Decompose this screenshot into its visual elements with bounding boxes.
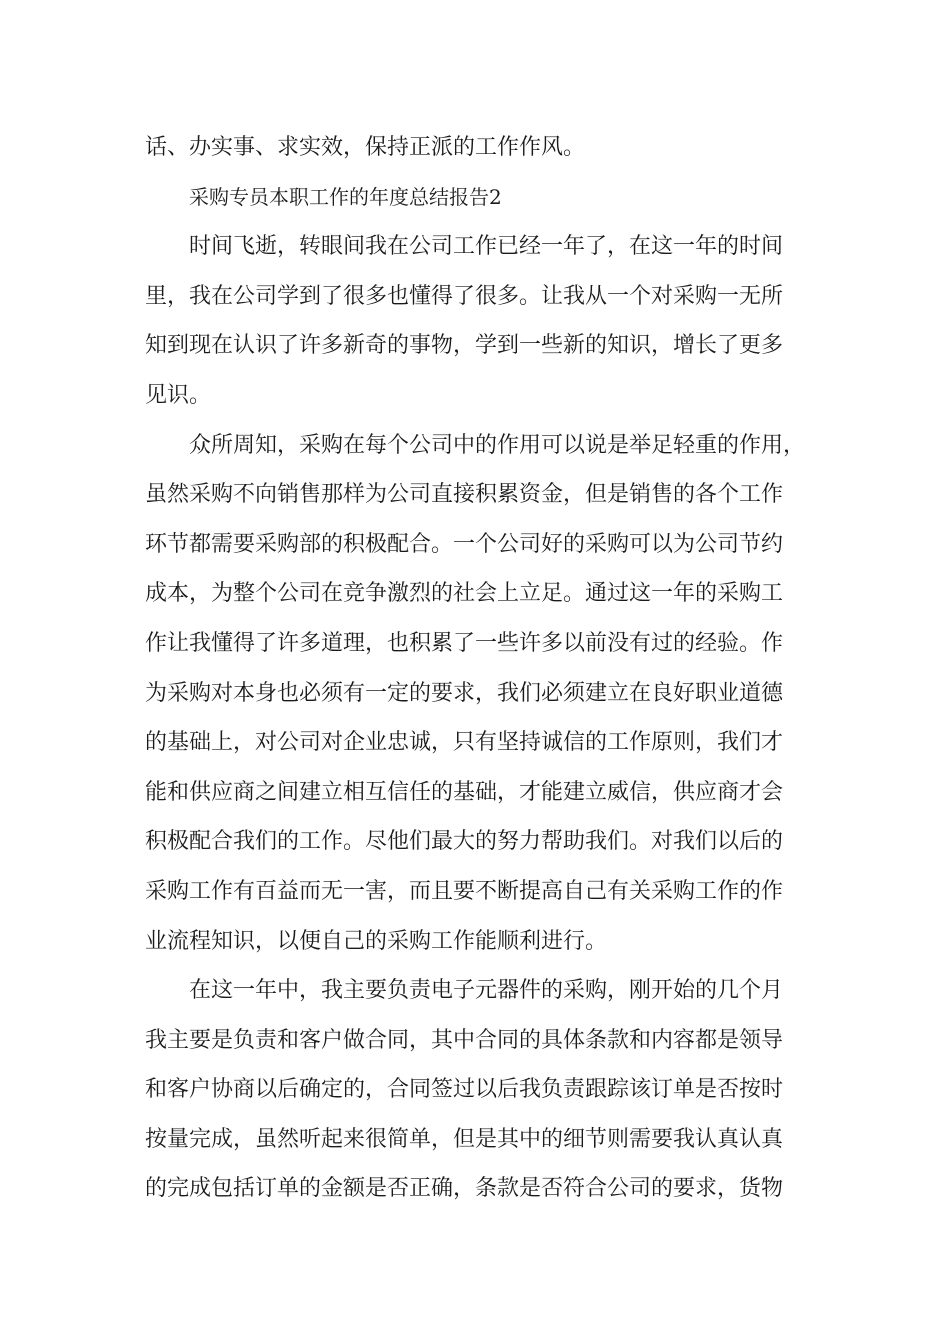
paragraph-line: 众所周知，采购在每个公司中的作用可以说是举足轻重的作用， xyxy=(189,432,806,458)
paragraph-line: 里，我在公司学到了很多也懂得了很多。让我从一个对采购一无所 xyxy=(145,283,784,309)
paragraph-line: 积极配合我们的工作。尽他们最大的努力帮助我们。对我们以后的 xyxy=(145,829,784,855)
paragraph-line: 我主要是负责和客户做合同，其中合同的具体条款和内容都是领导 xyxy=(145,1027,784,1053)
paragraph-line: 为采购对本身也必须有一定的要求，我们必须建立在良好职业道德 xyxy=(145,680,784,706)
paragraph-line: 业流程知识，以便自己的采购工作能顺利进行。 xyxy=(145,928,608,954)
section-heading: 采购专员本职工作的年度总结报告2 xyxy=(189,184,502,209)
paragraph-line: 见识。 xyxy=(145,382,212,408)
paragraph-line: 环节都需要采购部的积极配合。一个公司好的采购可以为公司节约 xyxy=(145,531,784,557)
paragraph-line: 成本，为整个公司在竞争激烈的社会上立足。通过这一年的采购工 xyxy=(145,581,784,607)
paragraph-line: 时间飞逝，转眼间我在公司工作已经一年了，在这一年的时间 xyxy=(189,234,784,260)
paragraph-line: 在这一年中，我主要负责电子元器件的采购，刚开始的几个月 xyxy=(189,978,784,1004)
paragraph-line: 和客户协商以后确定的，合同签过以后我负责跟踪该订单是否按时 xyxy=(145,1077,784,1103)
paragraph-line: 能和供应商之间建立相互信任的基础，才能建立威信，供应商才会 xyxy=(145,779,784,805)
paragraph-line: 作让我懂得了许多道理，也积累了一些许多以前没有过的经验。作 xyxy=(145,630,784,656)
paragraph-line: 的基础上，对公司对企业忠诚，只有坚持诚信的工作原则，我们才 xyxy=(145,730,784,756)
paragraph-line: 知到现在认识了许多新奇的事物，学到一些新的知识，增长了更多 xyxy=(145,333,784,359)
paragraph-line: 的完成包括订单的金额是否正确，条款是否符合公司的要求，货物 xyxy=(145,1176,784,1202)
paragraph-line: 按量完成，虽然听起来很简单，但是其中的细节则需要我认真认真 xyxy=(145,1126,784,1152)
document-body xyxy=(145,123,815,1214)
paragraph-line: 采购工作有百益而无一害，而且要不断提高自己有关采购工作的作 xyxy=(145,878,784,904)
paragraph-line: 话、办实事、求实效，保持正派的工作作风。 xyxy=(145,135,586,160)
paragraph-line: 虽然采购不向销售那样为公司直接积累资金，但是销售的各个工作 xyxy=(145,482,784,508)
